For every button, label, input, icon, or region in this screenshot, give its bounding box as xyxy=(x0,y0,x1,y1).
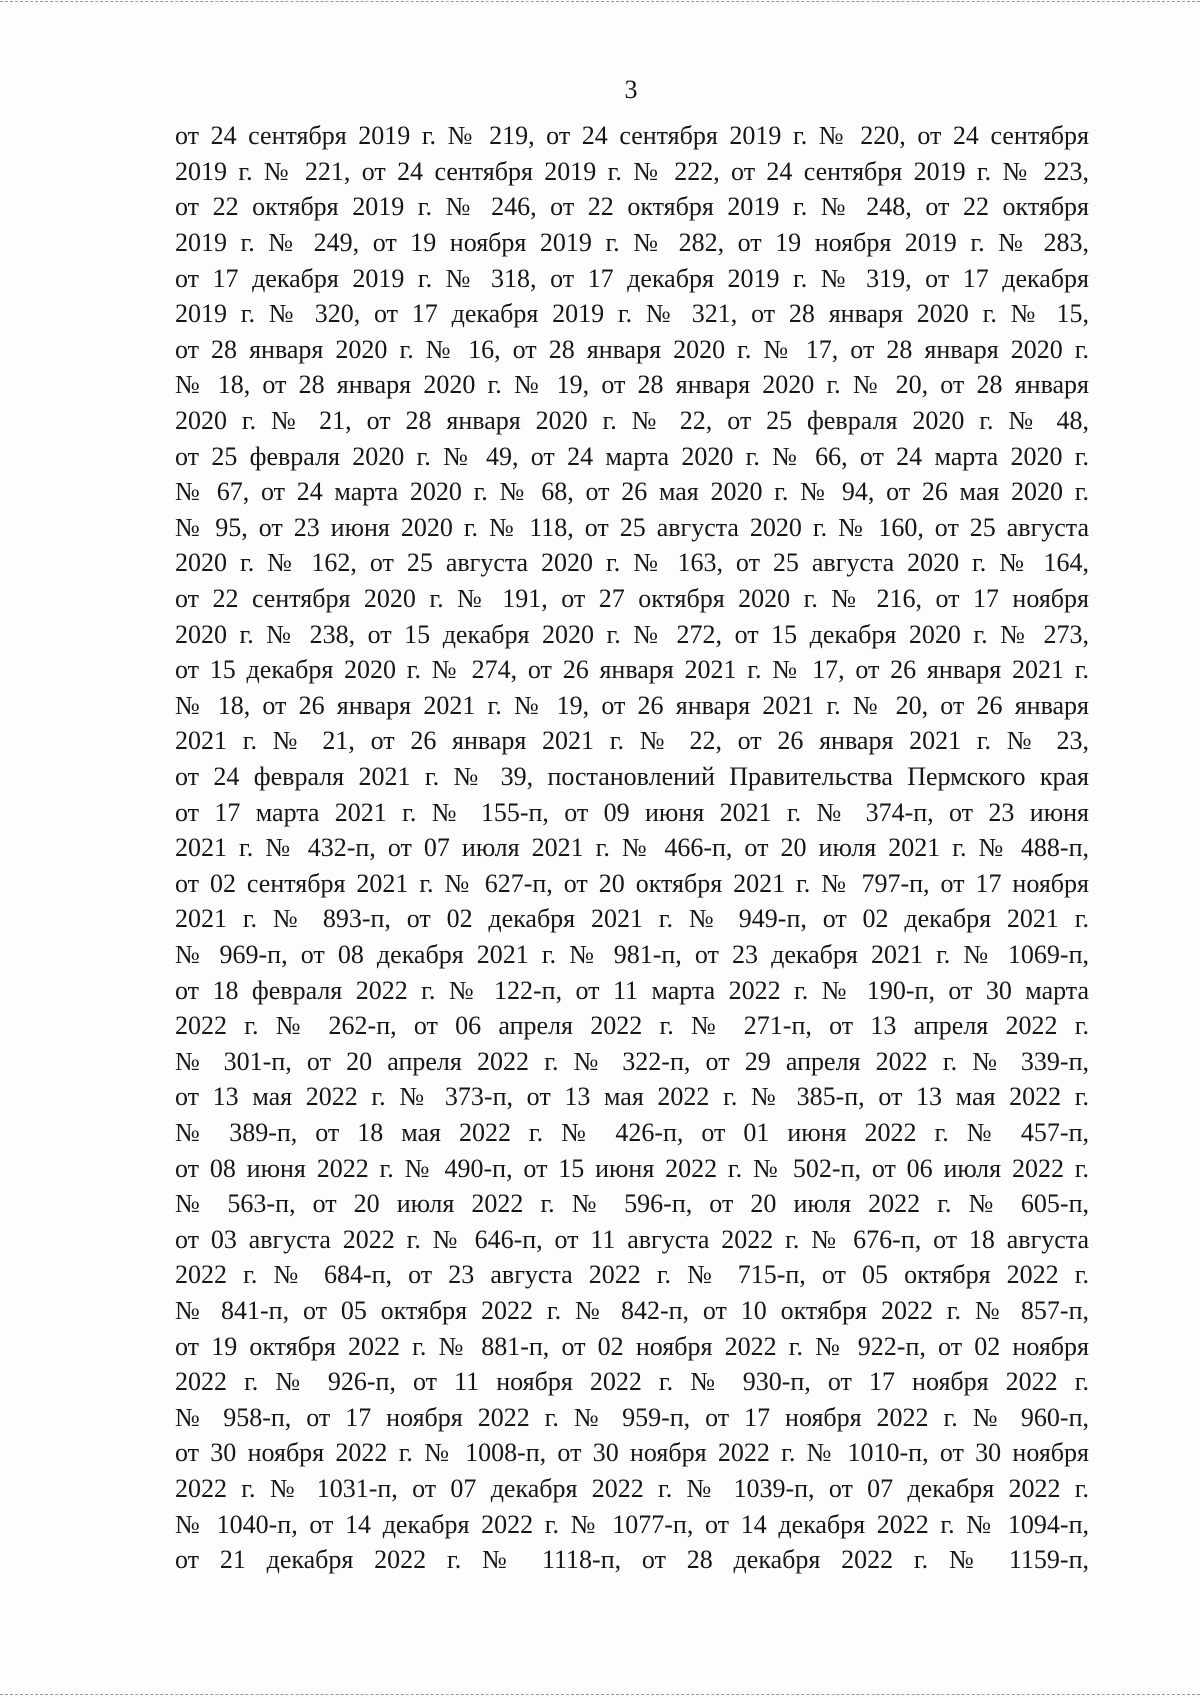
text-line: 2021 г. № 893-п, от 02 декабря 2021 г. № 949-п, от 02 декабря 2021 г. xyxy=(175,904,1089,933)
text-line: № 389-п, от 18 мая 2022 г. № 426-п, от 01 июня 2022 г. № 457-п, xyxy=(175,1118,1089,1147)
text-line: от 30 ноября 2022 г. № 1008-п, от 30 ноября 2022 г. № 1010-п, от 30 ноября xyxy=(175,1438,1089,1467)
text-line: от 17 декабря 2019 г. № 318, от 17 декабря 2019 г. № 319, от 17 декабря xyxy=(175,264,1089,293)
text-line: 2019 г. № 221, от 24 сентября 2019 г. № 222, от 24 сентября 2019 г. № 223, xyxy=(175,157,1089,186)
text-line: от 13 мая 2022 г. № 373-п, от 13 мая 2022 г. № 385-п, от 13 мая 2022 г. xyxy=(175,1082,1089,1111)
text-line: от 15 декабря 2020 г. № 274, от 26 января 2021 г. № 17, от 26 января 2021 г. xyxy=(175,655,1089,684)
text-line: № 841-п, от 05 октября 2022 г. № 842-п, от 10 октября 2022 г. № 857-п, xyxy=(175,1296,1089,1325)
text-line: 2022 г. № 684-п, от 23 августа 2022 г. № 715-п, от 05 октября 2022 г. xyxy=(175,1260,1089,1289)
text-line: от 19 октября 2022 г. № 881-п, от 02 ноября 2022 г. № 922-п, от 02 ноября xyxy=(175,1332,1089,1361)
text-line: от 03 августа 2022 г. № 646-п, от 11 августа 2022 г. № 676-п, от 18 августа xyxy=(175,1225,1089,1254)
text-line: от 24 февраля 2021 г. № 39, постановлений Правительства Пермского края xyxy=(175,762,1089,791)
text-line: от 22 октября 2019 г. № 246, от 22 октября 2019 г. № 248, от 22 октября xyxy=(175,192,1089,221)
page-number: 3 xyxy=(624,75,638,104)
text-line: № 1040-п, от 14 декабря 2022 г. № 1077-п, от 14 декабря 2022 г. № 1094-п, xyxy=(175,1510,1089,1539)
text-line: 2022 г. № 926-п, от 11 ноября 2022 г. № 930-п, от 17 ноября 2022 г. xyxy=(175,1367,1089,1396)
body-text xyxy=(175,0,1089,1698)
text-line: от 22 сентября 2020 г. № 191, от 27 октября 2020 г. № 216, от 17 ноября xyxy=(175,584,1089,613)
text-line: 2022 г. № 1031-п, от 07 декабря 2022 г. № 1039-п, от 07 декабря 2022 г. xyxy=(175,1474,1089,1503)
scan-bottom-edge xyxy=(0,1694,1200,1695)
text-line: № 95, от 23 июня 2020 г. № 118, от 25 августа 2020 г. № 160, от 25 августа xyxy=(175,513,1089,542)
text-line: 2020 г. № 162, от 25 августа 2020 г. № 163, от 25 августа 2020 г. № 164, xyxy=(175,548,1089,577)
text-line: от 18 февраля 2022 г. № 122-п, от 11 марта 2022 г. № 190-п, от 30 марта xyxy=(175,976,1089,1005)
text-line: от 24 сентября 2019 г. № 219, от 24 сентября 2019 г. № 220, от 24 сентября xyxy=(175,121,1089,150)
text-line: № 18, от 26 января 2021 г. № 19, от 26 января 2021 г. № 20, от 26 января xyxy=(175,691,1089,720)
text-line: 2022 г. № 262-п, от 06 апреля 2022 г. № 271-п, от 13 апреля 2022 г. xyxy=(175,1011,1089,1040)
text-line: 2020 г. № 238, от 15 декабря 2020 г. № 272, от 15 декабря 2020 г. № 273, xyxy=(175,620,1089,649)
text-line: № 18, от 28 января 2020 г. № 19, от 28 января 2020 г. № 20, от 28 января xyxy=(175,370,1089,399)
text-line: 2021 г. № 21, от 26 января 2021 г. № 22, от 26 января 2021 г. № 23, xyxy=(175,726,1089,755)
text-line: № 301-п, от 20 апреля 2022 г. № 322-п, от 29 апреля 2022 г. № 339-п, xyxy=(175,1047,1089,1076)
text-line: 2020 г. № 21, от 28 января 2020 г. № 22, от 25 февраля 2020 г. № 48, xyxy=(175,406,1089,435)
text-line: № 969-п, от 08 декабря 2021 г. № 981-п, от 23 декабря 2021 г. № 1069-п, xyxy=(175,940,1089,969)
text-line: 2019 г. № 249, от 19 ноября 2019 г. № 282, от 19 ноября 2019 г. № 283, xyxy=(175,228,1089,257)
text-line: № 958-п, от 17 ноября 2022 г. № 959-п, от 17 ноября 2022 г. № 960-п, xyxy=(175,1403,1089,1432)
text-line: 2021 г. № 432-п, от 07 июля 2021 г. № 466-п, от 20 июля 2021 г. № 488-п, xyxy=(175,833,1089,862)
text-line: от 28 января 2020 г. № 16, от 28 января 2020 г. № 17, от 28 января 2020 г. xyxy=(175,335,1089,364)
text-line: от 17 марта 2021 г. № 155-п, от 09 июня 2021 г. № 374-п, от 23 июня xyxy=(175,798,1089,827)
text-line: от 21 декабря 2022 г. № 1118-п, от 28 декабря 2022 г. № 1159-п, xyxy=(175,1545,1089,1574)
text-line: от 02 сентября 2021 г. № 627-п, от 20 октября 2021 г. № 797-п, от 17 ноября xyxy=(175,869,1089,898)
text-line: от 25 февраля 2020 г. № 49, от 24 марта 2020 г. № 66, от 24 марта 2020 г. xyxy=(175,442,1089,471)
text-line: № 563-п, от 20 июля 2022 г. № 596-п, от 20 июля 2022 г. № 605-п, xyxy=(175,1189,1089,1218)
text-line: 2019 г. № 320, от 17 декабря 2019 г. № 321, от 28 января 2020 г. № 15, xyxy=(175,299,1089,328)
text-line: № 67, от 24 марта 2020 г. № 68, от 26 мая 2020 г. № 94, от 26 мая 2020 г. xyxy=(175,477,1089,506)
text-line: от 08 июня 2022 г. № 490-п, от 15 июня 2022 г. № 502-п, от 06 июля 2022 г. xyxy=(175,1154,1089,1183)
